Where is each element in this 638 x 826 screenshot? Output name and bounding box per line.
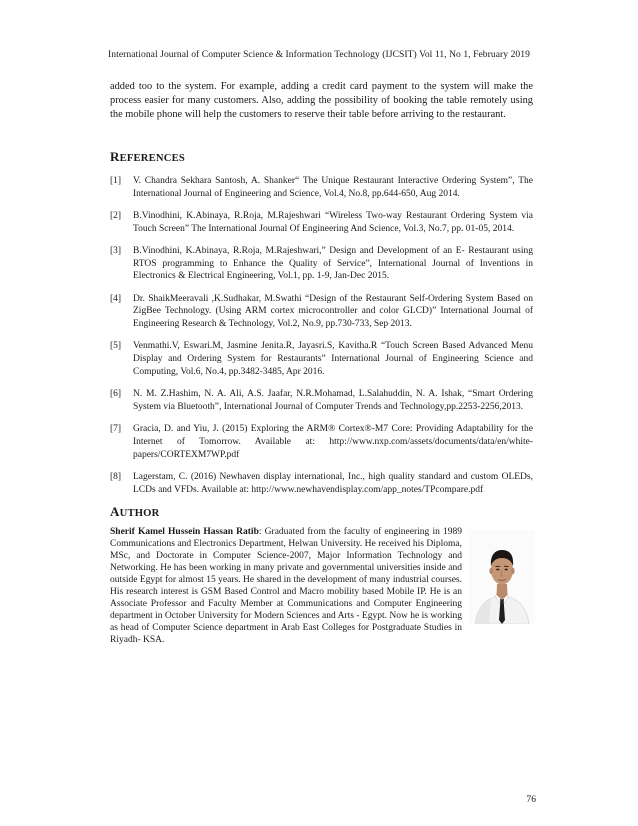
reference-number: [7]: [110, 424, 122, 435]
reference-item: [110, 388, 533, 413]
references-heading-rest: EFERENCES: [119, 153, 185, 164]
reference-item: [110, 245, 533, 283]
reference-item: [110, 210, 533, 235]
author-name: Sherif Kamel Hussein Hassan Ratib: [110, 527, 259, 537]
reference-text: N. M. Z.Hashim, N. A. Ali, A.S. Jaafar, N.R.Mohamad, L.Salahuddin, N. A. Ishak, “Smart Ordering System via Bluetooth”, International Journal of Computer Trends and Technology,pp.2253-2256,2013.: [133, 389, 533, 412]
author-bio-text: : Graduated from the faculty of engineering in 1989 Communications and Electronics Department, Helwan University. He received his Diploma, MSc, and Doctorate in Computer Science-2007, Major Information Technology and Networking. He has been working in many private and governmental universities inside and outside Egypt for almost 15 years. He shared in the development of many industrial courses. His research interest is GSM Based Control and Macro mobility based Mobile IP. He is an Associate Professor and Faculty Member at Communications and Computer Engineering department in October University for Modern Sciences and Arts - Egypt. Now he is working as head of Computer Science department in Arab East Colleges for Postgraduate Studies in Riyadh- KSA.: [110, 527, 462, 645]
reference-text: B.Vinodhini, K.Abinaya, R.Roja, M.Rajeshwari,” Design and Development of an E- Restaurant using RTOS programming to Enhance the Quality of Service”, International Journal of Inventions in Electronics & Electrical Engineering, Vol.1, pp. 1-9, Jan-Dec 2015.: [133, 246, 533, 282]
reference-list: [110, 175, 533, 506]
reference-number: [2]: [110, 211, 122, 221]
author-heading-initial: A: [110, 504, 120, 519]
author-heading: [110, 504, 159, 520]
author-photo: [469, 530, 535, 624]
reference-text: Dr. ShaikMeeravali ,K.Sudhakar, M.Swathi “Design of the Restaurant Self-Ordering System Based on ZigBee Technology. (Using ARM cortex microcontroller and color GLCD)” International Journal of Engineering Research & Technology, Vol.2, No.9, pp.730-733, Sep 2013.: [133, 293, 533, 330]
author-bio: [110, 527, 462, 647]
reference-number: [5]: [110, 341, 122, 352]
reference-item: [110, 340, 533, 378]
intro-paragraph: added too to the system. For example, adding a credit card payment to the system will make the process easier for many customers. Also, adding the possibility of booking the table remotely using the mobile phone will help the customers to reserve their table before arriving to the restaurant.: [110, 81, 533, 121]
reference-text: Lagerstam, C. (2016) Newhaven display international, Inc., high quality standard and custom OLEDs, LCDs and VFDs. Available at: http://www.newhavendisplay.com/app_notes/TPcompare.pdf: [133, 471, 533, 495]
author-heading-rest: UTHOR: [119, 508, 160, 519]
reference-text: Venmathi.V, Eswari.M, Jasmine Jenita.R, Jayasri.S, Kavitha.R “Touch Screen Based Advanced Menu Display and Ordering System for Restaurants” International Journal of Engineering Science and Computing, Vol.6, No.4, pp.3482-3485, Apr 2016.: [133, 341, 533, 377]
reference-item: [110, 293, 533, 331]
reference-item: [110, 423, 533, 461]
reference-number: [8]: [110, 471, 122, 482]
reference-number: [1]: [110, 176, 122, 186]
reference-item: [110, 471, 533, 496]
references-heading: [110, 149, 185, 165]
reference-text: V. Chandra Sekhara Santosh, A. Shanker“ The Unique Restaurant Interactive Ordering System”, The International Journal of Engineering and Science, Vol.4, No.8, pp.644-650, Aug 2014.: [133, 176, 533, 199]
page-number: 76: [526, 794, 536, 805]
reference-text: Gracia, D. and Yiu, J. (2015) Exploring the ARM® Cortex®-M7 Core: Providing Adaptability for the Internet of Tomorrow. Available at: http://www.nxp.com/assets/documents/data/en/white-papers/CORTEXM7WP.pdf: [133, 424, 533, 460]
reference-number: [3]: [110, 246, 122, 256]
reference-number: [4]: [110, 293, 122, 304]
references-heading-initial: R: [110, 149, 120, 164]
reference-item: [110, 175, 533, 200]
running-header: International Journal of Computer Science & Information Technology (IJCSIT) Vol 11, No 1, February 2019: [108, 49, 530, 60]
reference-number: [6]: [110, 389, 122, 400]
reference-text: B.Vinodhini, K.Abinaya, R.Roja, M.Rajeshwari “Wireless Two-way Restaurant Ordering System via Touch Screen” The International Journal Of Engineering And Science, Vol.3, No.7, pp. 01-05, 2014.: [133, 211, 533, 234]
